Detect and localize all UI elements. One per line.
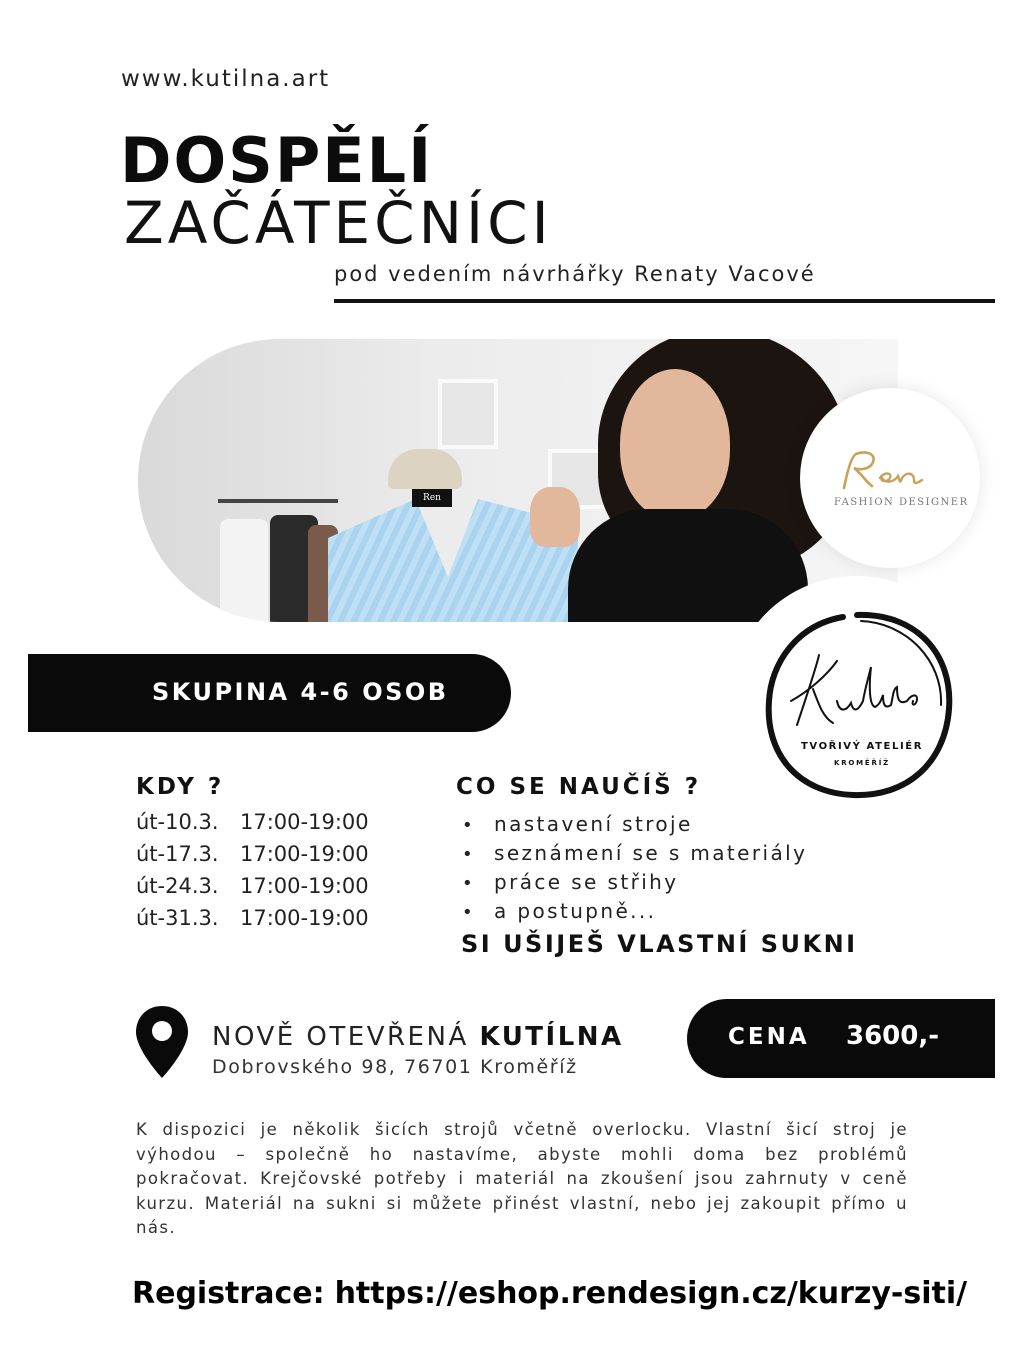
schedule-row: út-31.3. 17:00-19:00 <box>136 906 369 930</box>
schedule-row: út-24.3. 17:00-19:00 <box>136 874 369 898</box>
location-address: Dobrovského 98, 76701 Kroměříž <box>212 1056 578 1078</box>
designer-hand <box>530 487 580 547</box>
title-line-2: ZAČÁTEČNÍCI <box>124 189 553 257</box>
wall-shelf <box>438 379 498 449</box>
list-item: • seznámení se s materiály <box>462 841 808 865</box>
course-outcome: SI UŠIJEŠ VLASTNÍ SUKNI <box>461 930 858 958</box>
kutilna-tagline: TVOŘIVÝ ATELIÉR <box>800 741 923 752</box>
kutilna-city: KROMĚŘÍŽ <box>834 759 890 767</box>
instructor-photo <box>138 339 898 622</box>
learn-heading: CO SE NAUČÍŠ ? <box>456 774 702 800</box>
mannequin <box>388 449 462 489</box>
title-divider <box>334 299 995 303</box>
price-label: CENA <box>728 1024 810 1050</box>
designer-face <box>620 369 730 519</box>
subtitle: pod vedením návrhářky Renaty Vacové <box>334 262 816 286</box>
kutilna-logo <box>757 605 957 805</box>
ren-caption: FASHION DESIGNER <box>834 497 969 508</box>
location-title: NOVĚ OTEVŘENÁ KUTÍLNA <box>212 1022 624 1052</box>
schedule-list <box>136 810 369 938</box>
price-value: 3600,- <box>846 1021 940 1051</box>
registration-label: Registrace: <box>132 1276 325 1311</box>
mannequin-label: Ren <box>412 489 452 507</box>
course-description: K dispozici je několik šicích strojů včetně overlocku. Vlastní šicí stroj je výhodou – společně ho nastavíme, abyste mohli doma bez problémů pokračovat. Krejčovské potřeby i materiál na zkoušení jsou zahrnuty v ceně kurzu. Materiál na sukni si můžete přinést vlastní, nebo jej zakoupit přímo u nás. <box>136 1120 908 1237</box>
schedule-row: út-17.3. 17:00-19:00 <box>136 842 369 866</box>
learn-list <box>462 812 807 928</box>
list-item: • a postupně... <box>462 899 657 923</box>
ren-logo <box>836 448 936 494</box>
group-size-text: SKUPINA 4-6 OSOB <box>152 678 449 706</box>
location-pin-icon <box>134 1004 190 1080</box>
list-item: • nastavení stroje <box>462 812 693 836</box>
title-line-1: DOSPĚLÍ <box>120 124 434 197</box>
registration-link[interactable]: https://eshop.rendesign.cz/kurzy-siti/ <box>334 1276 968 1311</box>
clothes-rack <box>208 489 348 622</box>
list-item: • práce se střihy <box>462 870 679 894</box>
registration <box>132 1276 967 1311</box>
schedule-row: út-10.3. 17:00-19:00 <box>136 810 369 834</box>
schedule-heading: KDY ? <box>136 774 225 800</box>
website-url[interactable]: www.kutilna.art <box>121 66 331 92</box>
